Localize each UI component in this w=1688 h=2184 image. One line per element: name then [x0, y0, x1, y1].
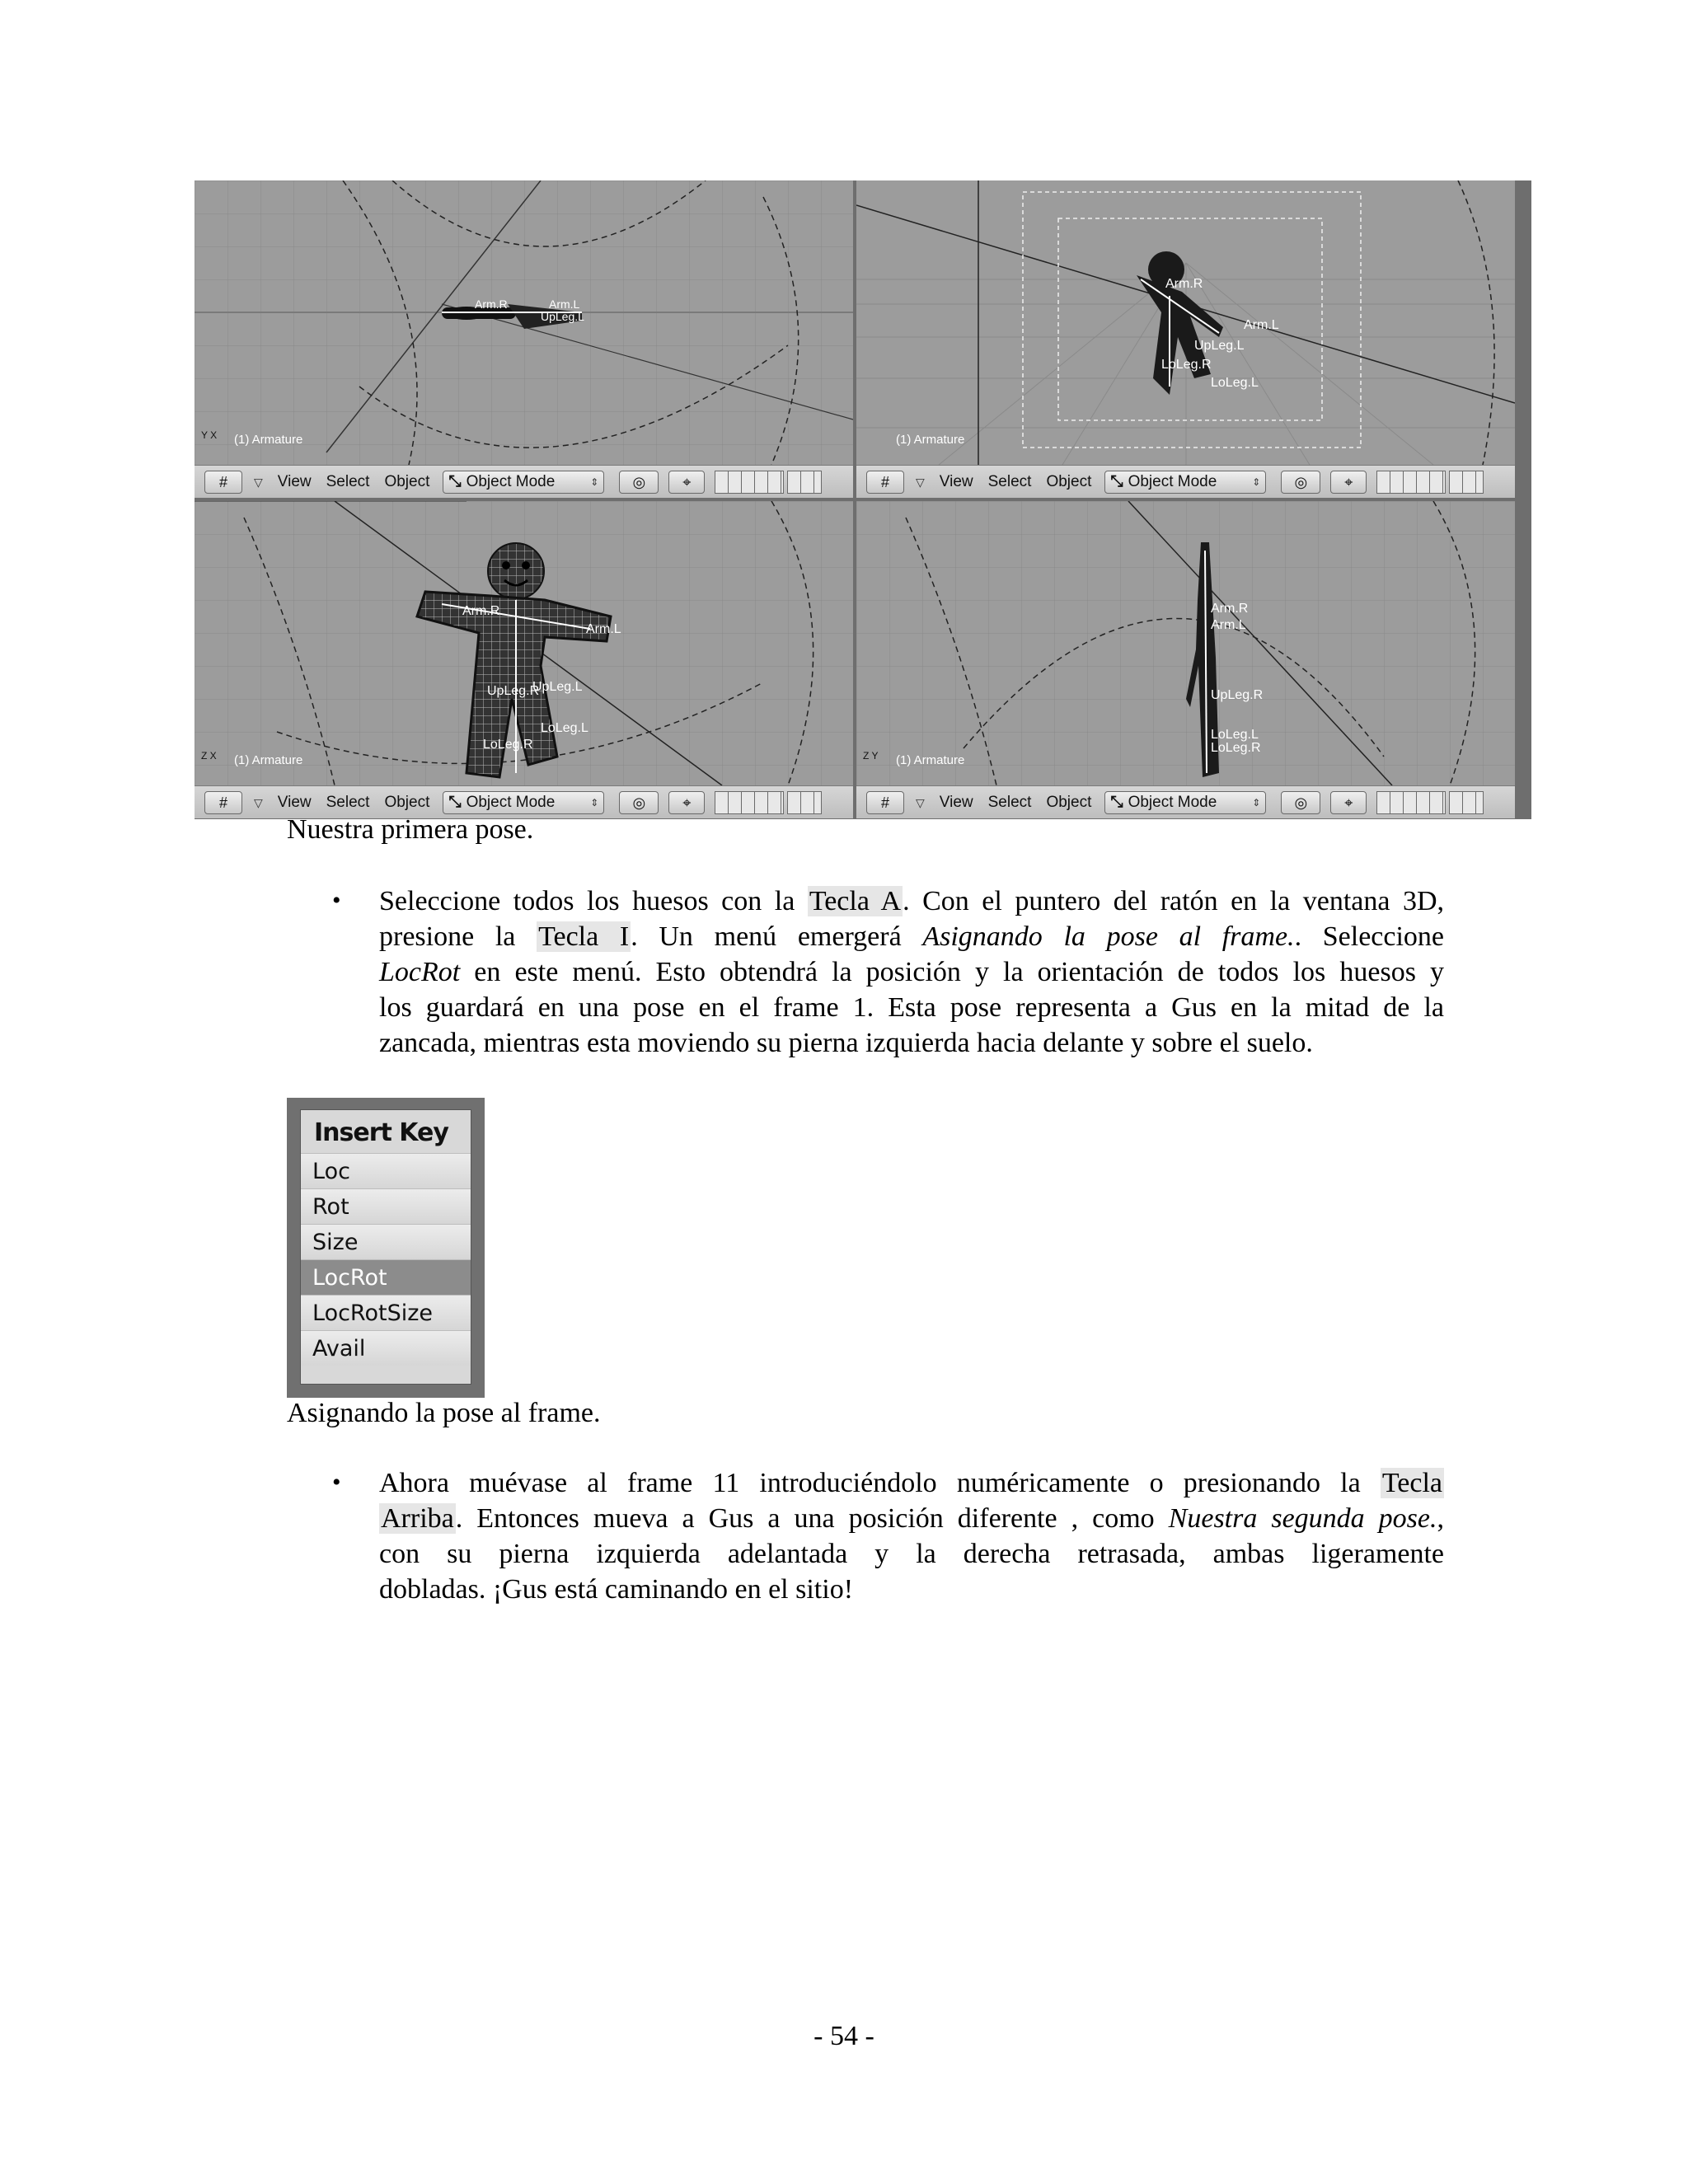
bone-label: Arm.R: [1165, 277, 1203, 291]
object-mode-icon: ⤡: [448, 794, 462, 811]
text-line: [379, 919, 1444, 954]
insert-key-menu: [300, 1109, 471, 1385]
object-menu[interactable]: Object: [1046, 794, 1092, 811]
pivot-icon[interactable]: ◎: [1281, 471, 1320, 494]
layer-buttons[interactable]: [1376, 791, 1484, 814]
grid-icon[interactable]: #: [204, 471, 242, 494]
viewport-header: [195, 465, 853, 498]
viewport-object-label: (1) Armature: [234, 433, 303, 447]
key-highlight: Arriba: [381, 1503, 454, 1534]
updown-arrows-icon: ⇕: [590, 797, 599, 808]
select-menu[interactable]: Select: [987, 794, 1032, 811]
viewport-front: [195, 501, 853, 818]
viewport-object-label: (1) Armature: [896, 433, 965, 447]
layer-buttons[interactable]: [1376, 471, 1484, 494]
layer-block[interactable]: [1376, 471, 1446, 494]
mode-select[interactable]: [443, 471, 604, 494]
layer-block[interactable]: [1449, 471, 1484, 494]
view-menu[interactable]: View: [939, 473, 973, 490]
object-menu[interactable]: Object: [384, 794, 430, 811]
text-line: los guardará en una pose en el frame 1. Esta pose representa a Gus en la mitad de la: [379, 992, 1444, 1023]
page-number: - 54 -: [814, 2021, 874, 2051]
axis-indicator: Z Y: [863, 750, 879, 762]
grid-icon[interactable]: #: [866, 791, 904, 814]
viewport-camera-canvas: [856, 180, 1515, 465]
text-line: [379, 1501, 1444, 1536]
text-run: Ahora muévase al frame 11 introduciéndolo numéricamente o presionando la: [379, 1468, 1381, 1498]
select-menu[interactable]: Select: [326, 473, 370, 490]
text-line: con su pierna izquierda adelantada y la derecha retrasada, ambas ligeramente: [379, 1539, 1444, 1569]
bullet-paragraph-select-bones: [379, 883, 1444, 1061]
layer-block[interactable]: [1376, 791, 1446, 814]
bone-label: Arm.L: [1211, 618, 1246, 632]
text-run: Seleccione todos los huesos con la: [379, 886, 808, 916]
menu-item-locrotsize[interactable]: LocRotSize: [301, 1295, 471, 1330]
bone-label: Arm.L: [586, 622, 621, 636]
insert-key-menu-screenshot: [287, 1098, 485, 1398]
bone-label: UpLeg.L: [541, 310, 584, 323]
key-highlight: Tecla I: [538, 921, 630, 952]
snap-icon[interactable]: ⌖: [668, 791, 705, 814]
mode-select-value: Object Mode: [466, 473, 556, 490]
view-menu[interactable]: View: [939, 794, 973, 811]
axis-indicator: Y X: [201, 429, 218, 441]
figure-caption-first-pose: Nuestra primera pose.: [287, 814, 534, 845]
layer-buttons[interactable]: [715, 791, 822, 814]
snap-icon[interactable]: ⌖: [1330, 471, 1367, 494]
key-highlight: Tecla: [1381, 1468, 1442, 1498]
mode-select-value: Object Mode: [466, 794, 556, 811]
layer-block[interactable]: [715, 471, 784, 494]
bone-label: LoLeg.R: [483, 738, 533, 752]
layer-block[interactable]: [1449, 791, 1484, 814]
menu-item-rot[interactable]: Rot: [301, 1188, 471, 1224]
text-line: zancada, mientras esta moviendo su pierna izquierda hacia delante y sobre el suelo.: [379, 1028, 1313, 1058]
bone-label: UpLeg.R: [1211, 688, 1264, 702]
updown-arrows-icon: ⇕: [1252, 476, 1261, 488]
bullet-dot: •: [332, 1469, 341, 1496]
layer-block[interactable]: [787, 471, 822, 494]
bone-label: LoLeg.L: [1211, 376, 1259, 390]
view-menu[interactable]: View: [277, 794, 312, 811]
viewport-side: [856, 501, 1515, 818]
menu-item-locrot[interactable]: LocRot: [301, 1259, 471, 1295]
snap-icon[interactable]: ⌖: [1330, 791, 1367, 814]
italic-run: Nuestra segunda pose.: [1168, 1503, 1437, 1534]
mode-select[interactable]: [443, 791, 604, 814]
viewport-top-canvas: [195, 180, 853, 465]
text-run: presione la: [379, 921, 537, 952]
object-mode-icon: ⤡: [1110, 794, 1123, 811]
pivot-icon[interactable]: ◎: [619, 471, 659, 494]
layer-block[interactable]: [715, 791, 784, 814]
grid-icon[interactable]: #: [866, 471, 904, 494]
object-mode-icon: ⤡: [448, 473, 462, 490]
bone-label: Arm.L: [549, 298, 580, 311]
select-menu[interactable]: Select: [326, 794, 370, 811]
bone-label: LoLeg.L: [541, 721, 588, 735]
bone-label: Arm.R: [462, 604, 500, 618]
menu-item-avail[interactable]: Avail: [301, 1330, 471, 1366]
viewport-front-canvas: [195, 501, 853, 785]
collapse-triangle-icon[interactable]: ▽: [916, 795, 925, 809]
axis-indicator: Z X: [201, 750, 217, 762]
viewport-camera: [856, 180, 1515, 498]
text-run: en este menú. Esto obtendrá la posición y la orientación de todos los huesos y: [460, 957, 1444, 987]
bone-label: UpLeg.L: [1194, 339, 1245, 353]
collapse-triangle-icon[interactable]: ▽: [916, 475, 925, 489]
bullet-paragraph-second-pose: [379, 1465, 1444, 1607]
view-menu[interactable]: View: [277, 473, 312, 490]
pivot-icon[interactable]: ◎: [1281, 791, 1320, 814]
bullet-dot: •: [332, 887, 341, 914]
figure-caption-assign-pose: Asignando la pose al frame.: [287, 1398, 601, 1428]
menu-title: Insert Key: [314, 1118, 448, 1147]
key-highlight: Tecla A: [809, 886, 902, 916]
layer-block[interactable]: [787, 791, 822, 814]
pivot-icon[interactable]: ◎: [619, 791, 659, 814]
viewport-object-label: (1) Armature: [234, 753, 303, 767]
bone-label: LoLeg.L: [1211, 728, 1259, 742]
menu-item-loc[interactable]: Loc: [301, 1153, 471, 1188]
viewport-top: [195, 180, 853, 498]
updown-arrows-icon: ⇕: [590, 476, 599, 488]
viewport-header: [195, 785, 853, 818]
object-menu[interactable]: Object: [384, 473, 430, 490]
viewport-header: [856, 785, 1515, 818]
text-run: . Un menú emergerá: [631, 921, 923, 952]
text-run: . Entonces mueva a Gus a una posición diferente , como: [455, 1503, 1169, 1534]
text-run: ,: [1437, 1503, 1445, 1534]
object-menu[interactable]: Object: [1046, 473, 1092, 490]
mode-select-value: Object Mode: [1128, 794, 1217, 811]
italic-run: LocRot: [379, 957, 461, 987]
collapse-triangle-icon[interactable]: ▽: [254, 475, 263, 489]
blender-quad-view-screenshot: [195, 180, 1531, 819]
text-run: . Con el puntero del ratón en la ventana 3D,: [903, 886, 1444, 916]
text-line: dobladas. ¡Gus está caminando en el sitio!: [379, 1574, 854, 1605]
layer-buttons[interactable]: [715, 471, 822, 494]
mode-select[interactable]: [1104, 471, 1266, 494]
mode-select-value: Object Mode: [1128, 473, 1217, 490]
object-mode-icon: ⤡: [1110, 473, 1123, 490]
viewport-side-canvas: [856, 501, 1515, 785]
bone-label: LoLeg.R: [1161, 358, 1212, 372]
bone-label: UpLeg.L: [532, 680, 583, 694]
bone-label: Arm.R: [475, 298, 508, 311]
mode-select[interactable]: [1104, 791, 1266, 814]
text-line: [379, 883, 1444, 919]
bone-label: Arm.R: [1211, 602, 1249, 616]
text-line: [379, 1465, 1444, 1501]
updown-arrows-icon: ⇕: [1252, 797, 1261, 808]
viewport-object-label: (1) Armature: [896, 753, 965, 767]
collapse-triangle-icon[interactable]: ▽: [254, 795, 263, 809]
snap-icon[interactable]: ⌖: [668, 471, 705, 494]
bone-label: Arm.L: [1244, 318, 1279, 332]
select-menu[interactable]: Select: [987, 473, 1032, 490]
text-run: . Seleccione: [1294, 921, 1444, 952]
menu-item-size[interactable]: Size: [301, 1224, 471, 1259]
bone-label: UpLeg.R: [487, 684, 540, 698]
italic-run: Asignando la pose al frame.: [922, 921, 1295, 952]
grid-icon[interactable]: #: [204, 791, 242, 814]
viewport-header: [856, 465, 1515, 498]
text-line: [379, 954, 1444, 990]
bone-label: LoLeg.R: [1211, 741, 1261, 755]
